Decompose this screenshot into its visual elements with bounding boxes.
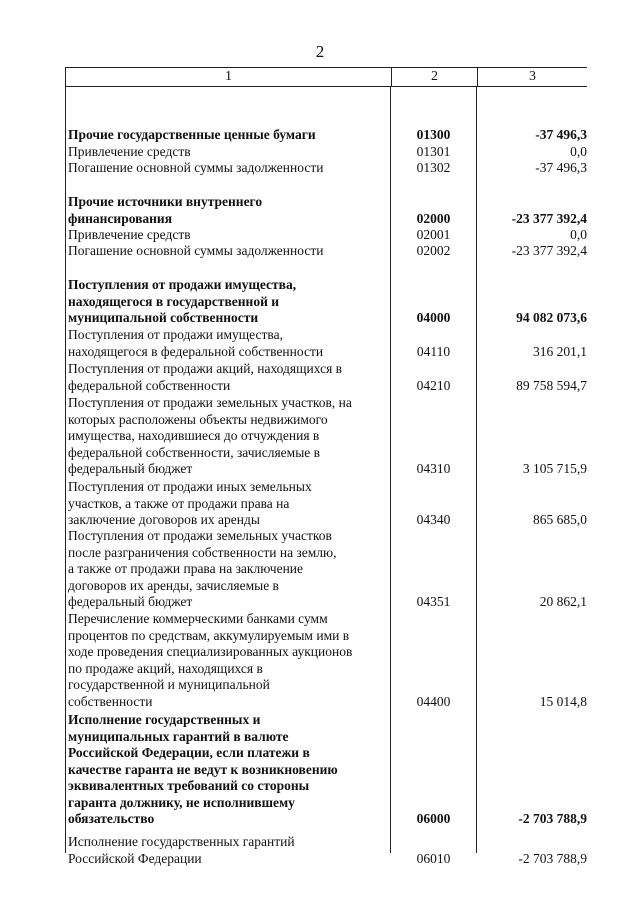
table-row: [65, 227, 587, 244]
row-code: 01300: [416, 127, 451, 142]
row-code: 02000: [416, 210, 451, 226]
page-number: 2: [315, 42, 325, 61]
header-col-1: 1: [66, 68, 392, 86]
table-row: [65, 194, 587, 227]
row-code: 04400: [416, 693, 451, 709]
row-name: Поступления от продажи земельных участков, на которых расположены объекты недвижимого имущества, находившиеся до отчуждения в федеральной собственности, зачисляемые в федеральный бюджет: [68, 395, 352, 476]
row-value: 89 758 594,7: [516, 377, 587, 393]
row-name: Прочие государственные ценные бумаги: [68, 127, 316, 142]
row-code: 04000: [416, 310, 451, 325]
table-row: [65, 528, 587, 611]
budget-table: [65, 67, 587, 866]
row-code: 04340: [416, 512, 451, 527]
row-name: Прочие источники внутреннего финансирования: [68, 194, 263, 226]
table-header: [65, 67, 587, 87]
table-row: [65, 361, 587, 394]
row-code: 04351: [416, 594, 451, 609]
row-name: Привлечение средств: [68, 144, 191, 159]
row-code: 04110: [416, 343, 451, 359]
row-value: -2 703 788,9: [518, 850, 587, 866]
row-code: 02001: [416, 227, 451, 242]
table-row: [65, 160, 587, 177]
table-row: [65, 712, 587, 828]
row-value: -37 496,3: [535, 127, 587, 142]
row-value: -23 377 392,4: [511, 210, 587, 226]
row-code: 06010: [416, 850, 451, 866]
row-code: 01302: [416, 160, 451, 175]
table-row: [65, 834, 587, 867]
row-name: Поступления от продажи акций, находящихся в федеральной собственности: [68, 361, 343, 393]
header-col-2: 2: [392, 68, 478, 86]
row-name: Перечисление коммерческими банками сумм процентов по средствам, аккумулируемым ими в ходе проведения специализированных аукционов по продаже акций, находящихся в государственной и муниципальной собственности: [68, 611, 353, 709]
row-name: Поступления от продажи имущества, находящегося в федеральной собственности: [68, 327, 324, 359]
row-name: Поступления от продажи иных земельных участков, а также от продажи права на заключение договоров их аренды: [68, 479, 312, 527]
row-value: -23 377 392,4: [511, 243, 587, 258]
header-col-3: 3: [529, 69, 536, 84]
row-value: -37 496,3: [535, 160, 587, 175]
row-code: 06000: [416, 811, 451, 826]
row-name: Исполнение государственных гарантий Российской Федерации: [68, 834, 295, 866]
table-row: [65, 144, 587, 161]
row-code: 04310: [416, 461, 451, 476]
row-value: 15 014,8: [539, 693, 587, 709]
table-row: [65, 277, 587, 327]
row-name: Погашение основной суммы задолженности: [68, 243, 324, 258]
row-name: Поступления от продажи земельных участков после разграничения собственности на землю, а также от продажи права на заключение договоров их аренды, зачисляемые в федеральный бюджет: [68, 528, 337, 609]
row-name: Привлечение средств: [68, 227, 191, 242]
row-value: 20 862,1: [539, 594, 587, 609]
table-row: [65, 479, 587, 529]
table-row: [65, 127, 587, 144]
row-name: Исполнение государственных и муниципальных гарантий в валюте Российской Федерации, если платежи в качестве гаранта не ведут к возникновению эквивалентных требований со стороны гаранта должнику, не исполнившему обязательство: [68, 712, 338, 826]
table-row: [65, 243, 587, 260]
table-body: [65, 87, 587, 866]
row-code: 04210: [416, 377, 451, 393]
row-value: -2 703 788,9: [518, 811, 587, 826]
row-name: Погашение основной суммы задолженности: [68, 160, 324, 175]
table-row: [65, 611, 587, 710]
row-name: Поступления от продажи имущества, находящегося в государственной и муниципальной собственности: [68, 277, 297, 325]
table-row: [65, 395, 587, 478]
row-code: 01301: [416, 144, 451, 159]
row-value: 865 685,0: [533, 512, 587, 527]
row-value: 94 082 073,6: [516, 310, 587, 325]
row-value: 3 105 715,9: [522, 461, 587, 476]
row-code: 02002: [416, 243, 451, 258]
row-value: 0,0: [570, 227, 587, 242]
table-row: [65, 327, 587, 360]
row-value: 316 201,1: [533, 343, 587, 359]
row-value: 0,0: [570, 144, 587, 159]
